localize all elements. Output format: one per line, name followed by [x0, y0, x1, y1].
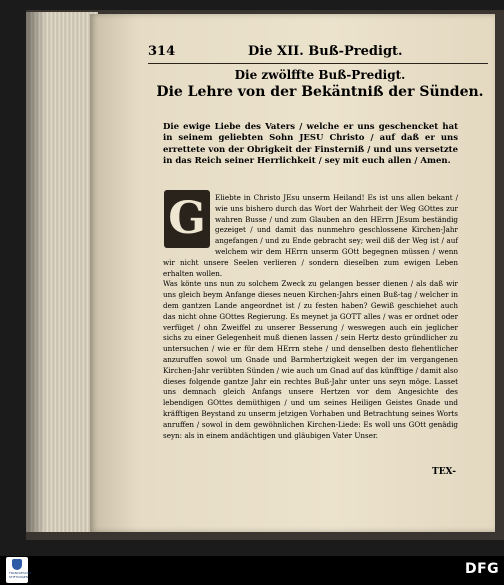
franckesche-stiftungen-logo: [6, 557, 32, 583]
paragraph-2: Was könte uns nun zu solchem Zweck zu gelangen besser dienen / als daß wir uns gleich beym Anfange dieses neuen Kirchen-Jahrs einen Buß-tag / welcher in dem gantzen Lande angeordnet ist / zu festen haben? Gewiß geschiehet auch das nicht ohne GOttes Regierung. Es meynet ja GOTT alles / was er ordnet oder verfüget / ohn Zweiffel zu unserer Besserung / weswegen auch ein jeglicher sichs zu einer Gelegenheit muß dienen lassen / sein Hertz desto gründlicher zu untersuchen / wie er für dem HErrn stehe / und denselben desto flehentlicher anzuruffen sowol um Gnade und Barmhertzigkeit wegen der im vergangenen Kirchen-Jahr verübten Sünden / wie auch um Gnad auf das künfftige / damit also dieses folgende gantze Jahr ein rechtes Buß-Jahr unter uns seyn möge. Lasset uns demnach gleich Anfangs unsere Hertzen vor dem Angesichte des lebendigen GOttes demüthigen / und um seines Heiligen Geistes Gnade und kräfftigen Beystand zu unserm jetzigen Vorhaben und Betrachtung seines Worts anruffen / sowol in dem gewöhnlichen Kirchen-Liede: Es woll uns GOtt genädig seyn: als in einem andächtigen und gläubigen Vater Unser.: [163, 279, 458, 440]
paragraph-1-text: Eliebte in Christo JEsu unserm Heiland! Es ist uns allen bekant / wie uns bishero durch das Wort der Wahrheit der Weg GOttes zur wahren Busse / und zum Glauben an den HErrn JEsum beständig gezeiget / und damit das nunmehro geschlossene Kirchen-Jahr angefangen / und zu Ende gebracht sey; weil diß der Weg ist / auf welchem wir dem HErrn unserm GOtt begegnen müssen / wenn wir nicht unsere Seelen verlieren / sondern dieselben zum ewigen Leben erhalten wollen.: [163, 193, 458, 278]
dfg-logo: DFG: [465, 561, 500, 577]
intro-blessing: Die ewige Liebe des Vaters / welche er uns geschencket hat in seinem geliebten Sohn JESU Christo / auf daß er uns errettete von der Obrigkeit der Finsterniß / und uns versetzte in das Reich seiner Herrlichkeit / sey mit euch allen / Amen.: [163, 122, 458, 166]
footer-bar: [0, 556, 504, 585]
decorated-initial: G: [164, 190, 210, 248]
sermon-title: Die zwölffte Buß-Predigt.: [234, 68, 406, 82]
sermon-subtitle: Die Lehre von der Bekäntniß der Sünden.: [156, 84, 484, 100]
logo-text: FRANCKESCHE STIFTUNGEN: [9, 571, 32, 579]
running-title: Die XII. Buß-Predigt.: [248, 44, 403, 59]
header-rule: [148, 63, 488, 64]
catchword: TEX-: [432, 467, 456, 477]
page-edge-shadow: [26, 12, 46, 532]
page-number: 314: [148, 44, 176, 59]
crest-icon: [12, 559, 22, 570]
